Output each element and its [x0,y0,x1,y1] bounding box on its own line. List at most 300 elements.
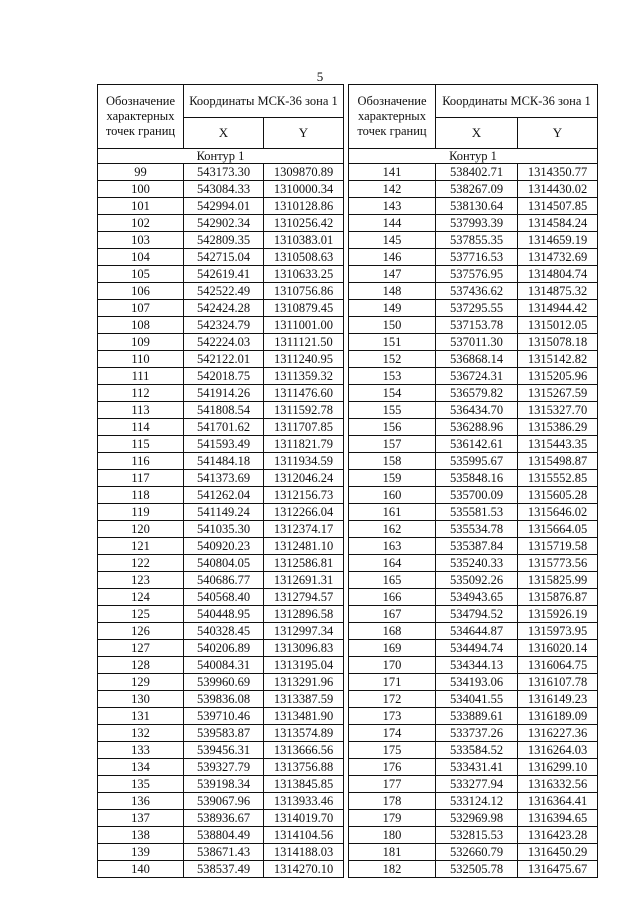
point-number-cell: 179 [349,810,436,827]
y-coordinate-cell: 1314944.42 [518,300,598,317]
table-row [349,232,598,249]
table-row [98,776,344,793]
table-row [349,827,598,844]
x-header: X [184,118,264,149]
x-coordinate-cell: 536434.70 [436,402,518,419]
y-header: Y [264,118,344,149]
x-coordinate-cell: 537993.39 [436,215,518,232]
point-number-cell: 128 [98,657,184,674]
y-coordinate-cell: 1309870.89 [264,164,344,181]
y-coordinate-cell: 1310000.34 [264,181,344,198]
y-coordinate-cell: 1315664.05 [518,521,598,538]
y-coordinate-cell: 1313666.56 [264,742,344,759]
y-coordinate-cell: 1316064.75 [518,657,598,674]
table-row [349,861,598,878]
point-number-cell: 144 [349,215,436,232]
y-coordinate-cell: 1315386.29 [518,419,598,436]
y-coordinate-cell: 1316107.78 [518,674,598,691]
y-coordinate-cell: 1315646.02 [518,504,598,521]
x-coordinate-cell: 537436.62 [436,283,518,300]
x-coordinate-cell: 532969.98 [436,810,518,827]
table-row [98,844,344,861]
table-row [98,249,344,266]
y-coordinate-cell: 1314732.69 [518,249,598,266]
y-coordinate-cell: 1311592.78 [264,402,344,419]
point-number-cell: 142 [349,181,436,198]
table-row [349,538,598,555]
point-number-cell: 103 [98,232,184,249]
x-coordinate-cell: 532815.53 [436,827,518,844]
y-coordinate-cell: 1312896.58 [264,606,344,623]
x-coordinate-cell: 536288.96 [436,419,518,436]
table-row [349,810,598,827]
y-coordinate-cell: 1313933.46 [264,793,344,810]
x-coordinate-cell: 540686.77 [184,572,264,589]
table-row [349,759,598,776]
table-row [98,606,344,623]
table-row [349,742,598,759]
table-row [98,164,344,181]
x-coordinate-cell: 534193.06 [436,674,518,691]
table-row [349,419,598,436]
x-coordinate-cell: 537576.95 [436,266,518,283]
x-coordinate-cell: 542994.01 [184,198,264,215]
x-coordinate-cell: 541808.54 [184,402,264,419]
table-row [349,623,598,640]
table-row [349,266,598,283]
table-row [349,776,598,793]
table-row [98,198,344,215]
point-number-cell: 141 [349,164,436,181]
point-number-cell: 164 [349,555,436,572]
y-coordinate-cell: 1311240.95 [264,351,344,368]
point-number-cell: 127 [98,640,184,657]
point-number-cell: 101 [98,198,184,215]
point-number-cell: 173 [349,708,436,725]
point-number-cell: 133 [98,742,184,759]
y-coordinate-cell: 1316149.23 [518,691,598,708]
y-coordinate-cell: 1315825.99 [518,572,598,589]
table-body-left [98,164,344,878]
table-row [98,334,344,351]
x-coordinate-cell: 535240.33 [436,555,518,572]
y-coordinate-cell: 1311121.50 [264,334,344,351]
table-row [349,283,598,300]
y-coordinate-cell: 1316423.28 [518,827,598,844]
point-number-cell: 116 [98,453,184,470]
y-coordinate-cell: 1315719.58 [518,538,598,555]
point-number-cell: 132 [98,725,184,742]
y-coordinate-cell: 1312156.73 [264,487,344,504]
x-coordinate-cell: 543084.33 [184,181,264,198]
table-row [349,436,598,453]
x-coordinate-cell: 537153.78 [436,317,518,334]
x-coordinate-cell: 536579.82 [436,385,518,402]
x-coordinate-cell: 533889.61 [436,708,518,725]
x-coordinate-cell: 538936.67 [184,810,264,827]
point-number-cell: 117 [98,470,184,487]
table-row [349,606,598,623]
y-coordinate-cell: 1312266.04 [264,504,344,521]
x-coordinate-cell: 542522.49 [184,283,264,300]
table-row [98,759,344,776]
point-number-cell: 145 [349,232,436,249]
y-coordinate-cell: 1316189.09 [518,708,598,725]
y-coordinate-cell: 1314270.10 [264,861,344,878]
point-label-header: Обозначение характерных точек границ [349,85,436,149]
y-coordinate-cell: 1315205.96 [518,368,598,385]
y-coordinate-cell: 1315327.70 [518,402,598,419]
point-number-cell: 155 [349,402,436,419]
y-coordinate-cell: 1314804.74 [518,266,598,283]
point-number-cell: 172 [349,691,436,708]
table-row [349,657,598,674]
table-row [349,589,598,606]
y-coordinate-cell: 1312586.81 [264,555,344,572]
table-row [349,385,598,402]
point-number-cell: 162 [349,521,436,538]
y-coordinate-cell: 1314350.77 [518,164,598,181]
x-coordinate-cell: 535387.84 [436,538,518,555]
point-number-cell: 135 [98,776,184,793]
x-coordinate-cell: 535581.53 [436,504,518,521]
x-coordinate-cell: 542619.41 [184,266,264,283]
x-coordinate-cell: 533584.52 [436,742,518,759]
table-row [349,793,598,810]
x-coordinate-cell: 540084.31 [184,657,264,674]
x-coordinate-cell: 539960.69 [184,674,264,691]
point-number-cell: 114 [98,419,184,436]
table-row [98,368,344,385]
point-number-cell: 174 [349,725,436,742]
point-number-cell: 140 [98,861,184,878]
point-number-cell: 138 [98,827,184,844]
y-coordinate-cell: 1315443.35 [518,436,598,453]
table-row [349,402,598,419]
table-row [349,300,598,317]
y-coordinate-cell: 1312997.34 [264,623,344,640]
table-row [349,674,598,691]
y-coordinate-cell: 1313574.89 [264,725,344,742]
point-number-cell: 159 [349,470,436,487]
x-coordinate-cell: 533277.94 [436,776,518,793]
y-coordinate-cell: 1316227.36 [518,725,598,742]
x-coordinate-cell: 541914.26 [184,385,264,402]
y-coordinate-cell: 1315926.19 [518,606,598,623]
y-coordinate-cell: 1310128.86 [264,198,344,215]
y-header: Y [518,118,598,149]
x-coordinate-cell: 539067.96 [184,793,264,810]
y-coordinate-cell: 1313195.04 [264,657,344,674]
x-coordinate-cell: 541373.69 [184,470,264,487]
x-coordinate-cell: 539710.46 [184,708,264,725]
point-number-cell: 151 [349,334,436,351]
point-number-cell: 129 [98,674,184,691]
y-coordinate-cell: 1316475.67 [518,861,598,878]
y-coordinate-cell: 1315876.87 [518,589,598,606]
y-coordinate-cell: 1316332.56 [518,776,598,793]
y-coordinate-cell: 1315605.28 [518,487,598,504]
x-header: X [436,118,518,149]
y-coordinate-cell: 1315267.59 [518,385,598,402]
table-row [98,657,344,674]
y-coordinate-cell: 1314430.02 [518,181,598,198]
table-row [98,589,344,606]
point-number-cell: 149 [349,300,436,317]
x-coordinate-cell: 535700.09 [436,487,518,504]
x-coordinate-cell: 541701.62 [184,419,264,436]
x-coordinate-cell: 535534.78 [436,521,518,538]
point-number-cell: 163 [349,538,436,555]
table-row [349,521,598,538]
y-coordinate-cell: 1313387.59 [264,691,344,708]
table-row [349,368,598,385]
table-row [98,810,344,827]
y-coordinate-cell: 1313096.83 [264,640,344,657]
y-coordinate-cell: 1312794.57 [264,589,344,606]
table-row [349,708,598,725]
x-coordinate-cell: 540568.40 [184,589,264,606]
y-coordinate-cell: 1316264.03 [518,742,598,759]
point-number-cell: 182 [349,861,436,878]
table-row [98,793,344,810]
point-number-cell: 156 [349,419,436,436]
coords-label-header: Координаты МСК-36 зона 1 [436,85,598,118]
x-coordinate-cell: 537295.55 [436,300,518,317]
point-number-cell: 161 [349,504,436,521]
x-coordinate-cell: 539327.79 [184,759,264,776]
point-number-cell: 167 [349,606,436,623]
point-number-cell: 147 [349,266,436,283]
x-coordinate-cell: 540206.89 [184,640,264,657]
y-coordinate-cell: 1315973.95 [518,623,598,640]
point-number-cell: 170 [349,657,436,674]
point-number-cell: 104 [98,249,184,266]
table-row [98,453,344,470]
table-row [98,640,344,657]
x-coordinate-cell: 538267.09 [436,181,518,198]
x-coordinate-cell: 534494.74 [436,640,518,657]
point-number-cell: 180 [349,827,436,844]
point-number-cell: 150 [349,317,436,334]
table-row [349,640,598,657]
point-number-cell: 146 [349,249,436,266]
table-row [98,402,344,419]
point-number-cell: 111 [98,368,184,385]
point-number-cell: 115 [98,436,184,453]
table-row [349,844,598,861]
y-coordinate-cell: 1311707.85 [264,419,344,436]
table-row [349,198,598,215]
table-row [98,623,344,640]
y-coordinate-cell: 1311476.60 [264,385,344,402]
point-number-cell: 171 [349,674,436,691]
x-coordinate-cell: 534344.13 [436,657,518,674]
point-number-cell: 105 [98,266,184,283]
coordinates-table-right [348,84,598,878]
x-coordinate-cell: 537855.35 [436,232,518,249]
x-coordinate-cell: 536868.14 [436,351,518,368]
table-row [98,521,344,538]
point-number-cell: 139 [98,844,184,861]
point-number-cell: 102 [98,215,184,232]
point-number-cell: 130 [98,691,184,708]
point-number-cell: 136 [98,793,184,810]
y-coordinate-cell: 1315012.05 [518,317,598,334]
table-row [349,572,598,589]
point-number-cell: 181 [349,844,436,861]
x-coordinate-cell: 541593.49 [184,436,264,453]
point-number-cell: 112 [98,385,184,402]
x-coordinate-cell: 538537.49 [184,861,264,878]
contour-label: Контур 1 [349,149,598,164]
x-coordinate-cell: 537716.53 [436,249,518,266]
table-row [98,470,344,487]
table-row [98,317,344,334]
table-row [349,555,598,572]
y-coordinate-cell: 1316020.14 [518,640,598,657]
y-coordinate-cell: 1315552.85 [518,470,598,487]
y-coordinate-cell: 1313481.90 [264,708,344,725]
x-coordinate-cell: 538804.49 [184,827,264,844]
x-coordinate-cell: 539198.34 [184,776,264,793]
point-number-cell: 178 [349,793,436,810]
point-number-cell: 126 [98,623,184,640]
point-number-cell: 165 [349,572,436,589]
y-coordinate-cell: 1310256.42 [264,215,344,232]
x-coordinate-cell: 534794.52 [436,606,518,623]
table-row [98,300,344,317]
point-number-cell: 100 [98,181,184,198]
x-coordinate-cell: 540328.45 [184,623,264,640]
x-coordinate-cell: 538671.43 [184,844,264,861]
x-coordinate-cell: 542224.03 [184,334,264,351]
x-coordinate-cell: 541149.24 [184,504,264,521]
x-coordinate-cell: 534943.65 [436,589,518,606]
point-number-cell: 110 [98,351,184,368]
point-number-cell: 131 [98,708,184,725]
point-number-cell: 120 [98,521,184,538]
point-number-cell: 134 [98,759,184,776]
x-coordinate-cell: 536724.31 [436,368,518,385]
y-coordinate-cell: 1316364.41 [518,793,598,810]
table-row [98,283,344,300]
x-coordinate-cell: 539583.87 [184,725,264,742]
point-number-cell: 148 [349,283,436,300]
y-coordinate-cell: 1314188.03 [264,844,344,861]
contour-label: Контур 1 [98,149,344,164]
x-coordinate-cell: 539456.31 [184,742,264,759]
x-coordinate-cell: 533124.12 [436,793,518,810]
table-row [349,470,598,487]
table-row [98,572,344,589]
x-coordinate-cell: 542902.34 [184,215,264,232]
table-row [349,215,598,232]
y-coordinate-cell: 1316450.29 [518,844,598,861]
table-row [98,861,344,878]
table-row [98,708,344,725]
table-row [349,487,598,504]
y-coordinate-cell: 1314019.70 [264,810,344,827]
point-number-cell: 153 [349,368,436,385]
point-number-cell: 158 [349,453,436,470]
point-label-header: Обозначение характерных точек границ [98,85,184,149]
point-number-cell: 157 [349,436,436,453]
x-coordinate-cell: 542122.01 [184,351,264,368]
point-number-cell: 106 [98,283,184,300]
page-number: 5 [316,69,324,84]
y-coordinate-cell: 1311821.79 [264,436,344,453]
point-number-cell: 143 [349,198,436,215]
table-row [349,691,598,708]
table-row [98,181,344,198]
point-number-cell: 99 [98,164,184,181]
y-coordinate-cell: 1310508.63 [264,249,344,266]
x-coordinate-cell: 539836.08 [184,691,264,708]
table-body-right [349,164,598,878]
y-coordinate-cell: 1313845.85 [264,776,344,793]
point-number-cell: 152 [349,351,436,368]
point-number-cell: 109 [98,334,184,351]
point-number-cell: 122 [98,555,184,572]
point-number-cell: 160 [349,487,436,504]
point-number-cell: 154 [349,385,436,402]
y-coordinate-cell: 1310756.86 [264,283,344,300]
point-number-cell: 118 [98,487,184,504]
y-coordinate-cell: 1311001.00 [264,317,344,334]
coordinates-table-left [97,84,344,878]
x-coordinate-cell: 537011.30 [436,334,518,351]
x-coordinate-cell: 534041.55 [436,691,518,708]
table-row [98,215,344,232]
y-coordinate-cell: 1314104.56 [264,827,344,844]
table-row [98,419,344,436]
table-row [98,504,344,521]
y-coordinate-cell: 1312046.24 [264,470,344,487]
y-coordinate-cell: 1312691.31 [264,572,344,589]
table-row [98,385,344,402]
table-row [349,351,598,368]
x-coordinate-cell: 536142.61 [436,436,518,453]
y-coordinate-cell: 1310383.01 [264,232,344,249]
point-number-cell: 177 [349,776,436,793]
x-coordinate-cell: 541484.18 [184,453,264,470]
point-number-cell: 176 [349,759,436,776]
point-number-cell: 124 [98,589,184,606]
x-coordinate-cell: 532660.79 [436,844,518,861]
y-coordinate-cell: 1311359.32 [264,368,344,385]
table-row [349,334,598,351]
x-coordinate-cell: 543173.30 [184,164,264,181]
table-row [98,266,344,283]
y-coordinate-cell: 1315142.82 [518,351,598,368]
x-coordinate-cell: 542424.28 [184,300,264,317]
y-coordinate-cell: 1314507.85 [518,198,598,215]
table-row [98,691,344,708]
table-row [98,351,344,368]
table-row [349,181,598,198]
x-coordinate-cell: 535848.16 [436,470,518,487]
table-row [349,164,598,181]
y-coordinate-cell: 1312374.17 [264,521,344,538]
point-number-cell: 108 [98,317,184,334]
x-coordinate-cell: 540920.23 [184,538,264,555]
table-row [98,538,344,555]
x-coordinate-cell: 542018.75 [184,368,264,385]
table-row [98,232,344,249]
x-coordinate-cell: 540804.05 [184,555,264,572]
y-coordinate-cell: 1315773.56 [518,555,598,572]
